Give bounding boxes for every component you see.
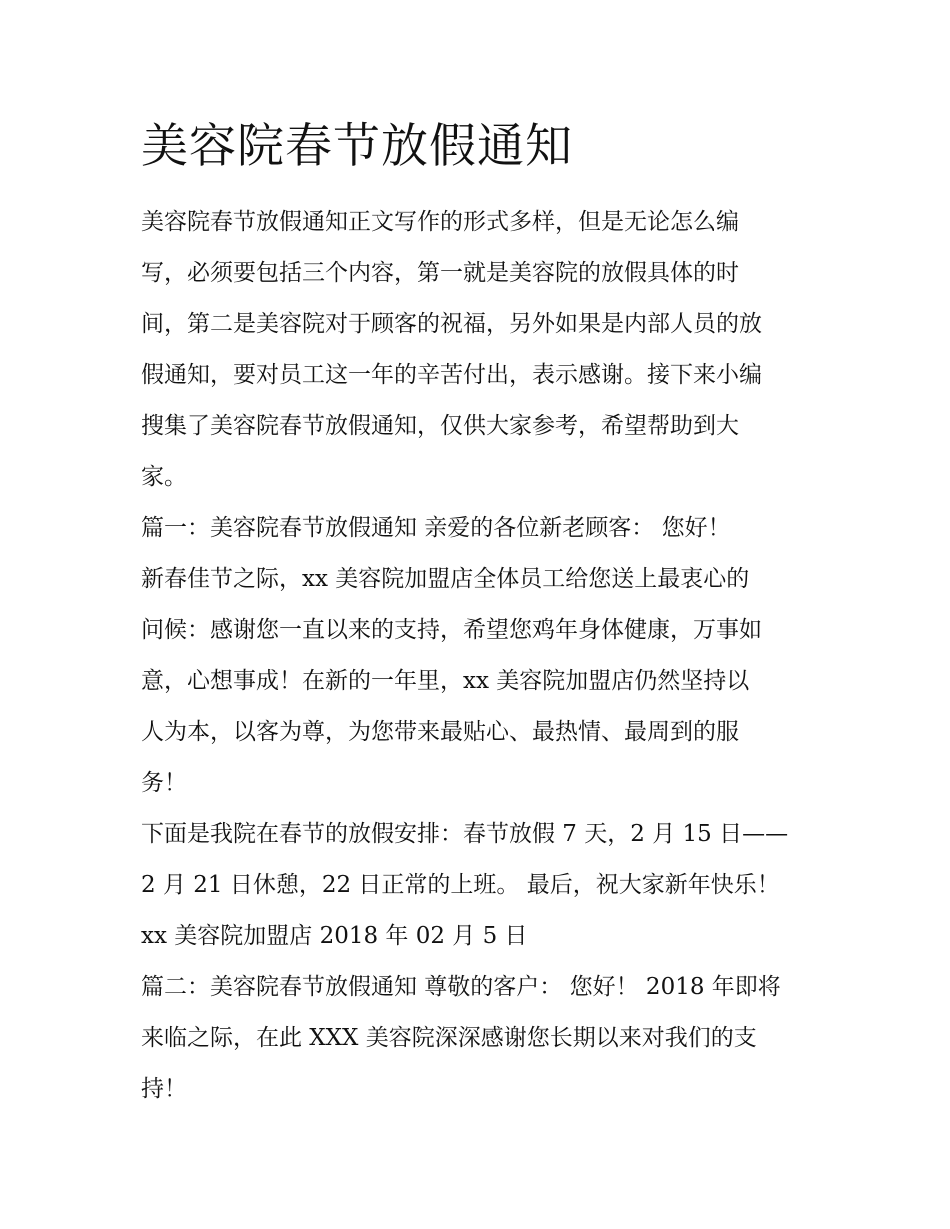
text-line: 篇一：美容院春节放假通知 亲爱的各位新老顾客： 您好！ [141, 515, 731, 541]
section-one-heading [141, 503, 821, 554]
text-line: 人为本，以客为尊，为您带来最贴心、最热情、最周到的服 [141, 719, 739, 745]
text-line: 2 月 21 日休憩，22 日正常的上班。 最后，祝大家新年快乐！ [141, 872, 780, 898]
text-line: 篇二：美容院春节放假通知 尊敬的客户： 您好！ 2018 年即将 [141, 974, 781, 1000]
section-one-greeting [141, 554, 821, 809]
section-two [141, 962, 821, 1115]
text-line: 新春佳节之际，xx 美容院加盟店全体员工给您送上最衷心的 [141, 566, 750, 592]
document-title: 美容院春节放假通知 [141, 119, 573, 174]
text-line: 搜集了美容院春节放假通知，仅供大家参考，希望帮助到大 [141, 413, 739, 439]
text-line: 意，心想事成！在新的一年里，xx 美容院加盟店仍然坚持以 [141, 668, 750, 694]
text-line: 美容院春节放假通知正文写作的形式多样，但是无论怎么编 [141, 209, 739, 235]
text-line: 下面是我院在春节的放假安排：春节放假 7 天，2 月 15 日—— [141, 821, 789, 847]
text-line: 家。 [141, 464, 187, 490]
text-line: 持！ [141, 1076, 187, 1102]
holiday-schedule [141, 809, 821, 911]
text-line: 写，必须要包括三个内容，第一就是美容院的放假具体的时 [141, 260, 739, 286]
signature-date [141, 911, 821, 962]
document-page [141, 112, 821, 1115]
text-line: 间，第二是美容院对于顾客的祝福，另外如果是内部人员的放 [141, 311, 762, 337]
text-line: 假通知，要对员工这一年的辛苦付出，表示感谢。接下来小编 [141, 362, 762, 388]
text-line: 务！ [141, 770, 187, 796]
text-line: 问候：感谢您一直以来的支持，希望您鸡年身体健康，万事如 [141, 617, 762, 643]
intro-paragraph [141, 197, 821, 503]
text-line: xx 美容院加盟店 2018 年 02 月 5 日 [141, 923, 528, 949]
text-line: 来临之际，在此 XXX 美容院深深感谢您长期以来对我们的支 [141, 1025, 757, 1051]
